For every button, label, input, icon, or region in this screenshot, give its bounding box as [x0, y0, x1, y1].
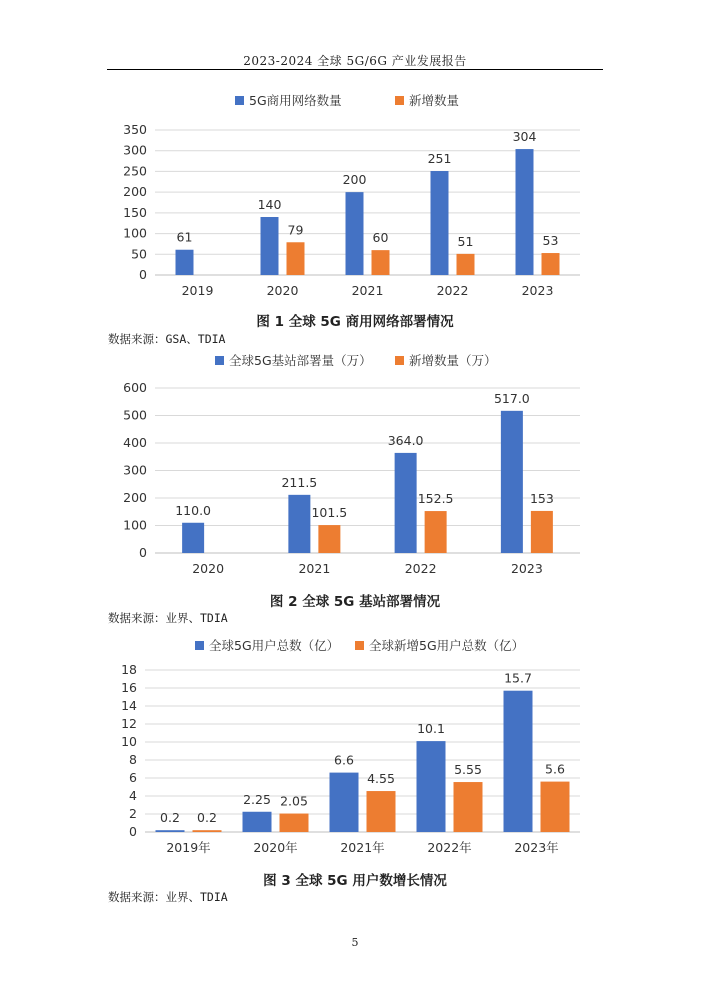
data-label: 304	[512, 129, 537, 145]
legend-swatch	[395, 96, 404, 105]
data-label: 15.7	[504, 670, 532, 686]
y-tick-label: 16	[121, 680, 137, 695]
header-rule	[107, 69, 603, 70]
data-label: 211.5	[281, 474, 318, 490]
bar	[367, 791, 396, 832]
x-tick-label: 2022	[404, 561, 437, 576]
data-label: 4.55	[367, 771, 395, 787]
figure-2-source: 数据来源：业界、TDIA	[108, 611, 228, 625]
data-label: 10.1	[417, 721, 445, 737]
legend-label: 新增数量（万）	[409, 353, 497, 368]
figure-3-caption: 图 3 全球 5G 用户数增长情况	[263, 873, 447, 889]
legend-swatch	[395, 356, 404, 365]
y-tick-label: 6	[129, 770, 137, 785]
x-tick-label: 2023	[521, 283, 554, 298]
x-tick-label: 2020年	[253, 840, 298, 855]
data-label: 101.5	[311, 505, 348, 521]
y-tick-label: 350	[123, 122, 147, 137]
figure-2-caption: 图 2 全球 5G 基站部署情况	[269, 594, 441, 610]
x-tick-label: 2021年	[340, 840, 385, 855]
x-tick-label: 2023	[510, 561, 543, 576]
bar	[318, 525, 340, 553]
y-tick-label: 300	[123, 462, 147, 478]
y-tick-label: 100	[123, 517, 147, 533]
y-tick-label: 100	[123, 225, 147, 241]
x-tick-label: 2019	[181, 283, 214, 298]
bar	[182, 523, 204, 553]
y-tick-label: 200	[123, 184, 147, 200]
legend-label: 新增数量	[409, 93, 460, 108]
bar	[346, 192, 364, 275]
legend-swatch	[215, 356, 224, 365]
page-number: 5	[351, 936, 359, 949]
figure-1-source: 数据来源：GSA、TDIA	[108, 332, 226, 346]
chart-5g-users	[0, 635, 710, 860]
bar	[330, 773, 359, 832]
y-tick-label: 300	[123, 142, 147, 158]
data-label: 140	[257, 197, 282, 212]
chart-5g-base-stations	[0, 350, 710, 585]
bar	[541, 782, 570, 832]
data-label: 2.25	[243, 791, 271, 807]
figure-1-caption: 图 1 全球 5G 商用网络部署情况	[256, 314, 454, 330]
page-header: 2023-2024 全球 5G/6G 产业发展报告	[243, 54, 467, 68]
data-label: 5.55	[454, 762, 482, 778]
x-tick-label: 2020	[192, 561, 225, 576]
data-label: 200	[342, 172, 367, 188]
data-label: 61	[176, 229, 193, 245]
bar	[501, 411, 523, 553]
y-tick-label: 500	[123, 407, 147, 423]
data-label: 51	[457, 233, 474, 249]
data-label: 364.0	[387, 432, 424, 448]
y-tick-label: 50	[131, 246, 147, 262]
data-label: 53	[542, 233, 559, 249]
x-tick-label: 2021	[351, 283, 384, 298]
chart-5g-networks	[0, 90, 710, 305]
legend-swatch	[195, 641, 204, 650]
legend-label: 全球5G用户总数（亿）	[209, 638, 340, 653]
chart-5g-base-stations-svg	[0, 350, 710, 585]
bar	[457, 254, 475, 275]
bar	[395, 453, 417, 553]
x-tick-label: 2023年	[514, 840, 559, 855]
figure-3-source: 数据来源：业界、TDIA	[108, 890, 228, 904]
x-tick-label: 2019年	[166, 840, 211, 855]
y-tick-label: 4	[129, 788, 137, 803]
x-tick-label: 2021	[298, 561, 331, 576]
bar	[542, 253, 560, 275]
y-tick-label: 0	[139, 545, 147, 560]
chart-5g-networks-svg	[0, 90, 710, 305]
bar	[243, 812, 272, 832]
data-label: 152.5	[417, 491, 454, 507]
data-label: 153	[529, 490, 554, 506]
bar	[417, 741, 446, 832]
data-label: 0.2	[160, 810, 180, 826]
data-label: 0.2	[197, 810, 217, 826]
y-tick-label: 0	[129, 824, 137, 839]
chart-5g-users-svg	[0, 635, 710, 860]
bar	[280, 814, 309, 832]
y-tick-label: 18	[121, 662, 137, 677]
bar	[156, 830, 185, 832]
y-tick-label: 12	[121, 716, 137, 731]
x-tick-label: 2022年	[427, 840, 472, 855]
bar	[288, 495, 310, 553]
bar	[425, 511, 447, 553]
legend-swatch	[235, 96, 244, 105]
bar	[287, 242, 305, 275]
y-tick-label: 14	[121, 698, 137, 713]
y-tick-label: 400	[123, 435, 147, 450]
data-label: 2.05	[280, 793, 308, 809]
x-tick-label: 2020	[266, 283, 299, 298]
bar	[372, 250, 390, 275]
legend-label: 5G商用网络数量	[249, 93, 342, 108]
legend-label: 全球5G基站部署量（万）	[229, 353, 372, 368]
bar	[431, 171, 449, 275]
y-tick-label: 150	[123, 204, 147, 220]
bar	[454, 782, 483, 832]
data-label: 110.0	[175, 502, 212, 518]
legend-swatch	[355, 641, 364, 650]
data-label: 6.6	[334, 752, 354, 768]
x-tick-label: 2022	[436, 283, 469, 298]
y-tick-label: 2	[129, 806, 137, 821]
y-tick-label: 200	[123, 490, 147, 505]
bar	[193, 830, 222, 832]
y-tick-label: 8	[129, 752, 137, 767]
y-tick-label: 600	[123, 380, 147, 395]
bar	[516, 149, 534, 275]
bar	[504, 691, 533, 832]
legend-label: 全球新增5G用户总数（亿）	[369, 638, 525, 653]
y-tick-label: 250	[123, 163, 147, 179]
data-label: 79	[287, 222, 304, 238]
data-label: 517.0	[493, 390, 530, 406]
y-tick-label: 0	[139, 267, 147, 282]
bar	[531, 511, 553, 553]
data-label: 60	[372, 230, 389, 246]
y-tick-label: 10	[121, 734, 137, 749]
data-label: 251	[427, 151, 452, 167]
bar	[176, 250, 194, 275]
bar	[261, 217, 279, 275]
data-label: 5.6	[545, 761, 565, 777]
